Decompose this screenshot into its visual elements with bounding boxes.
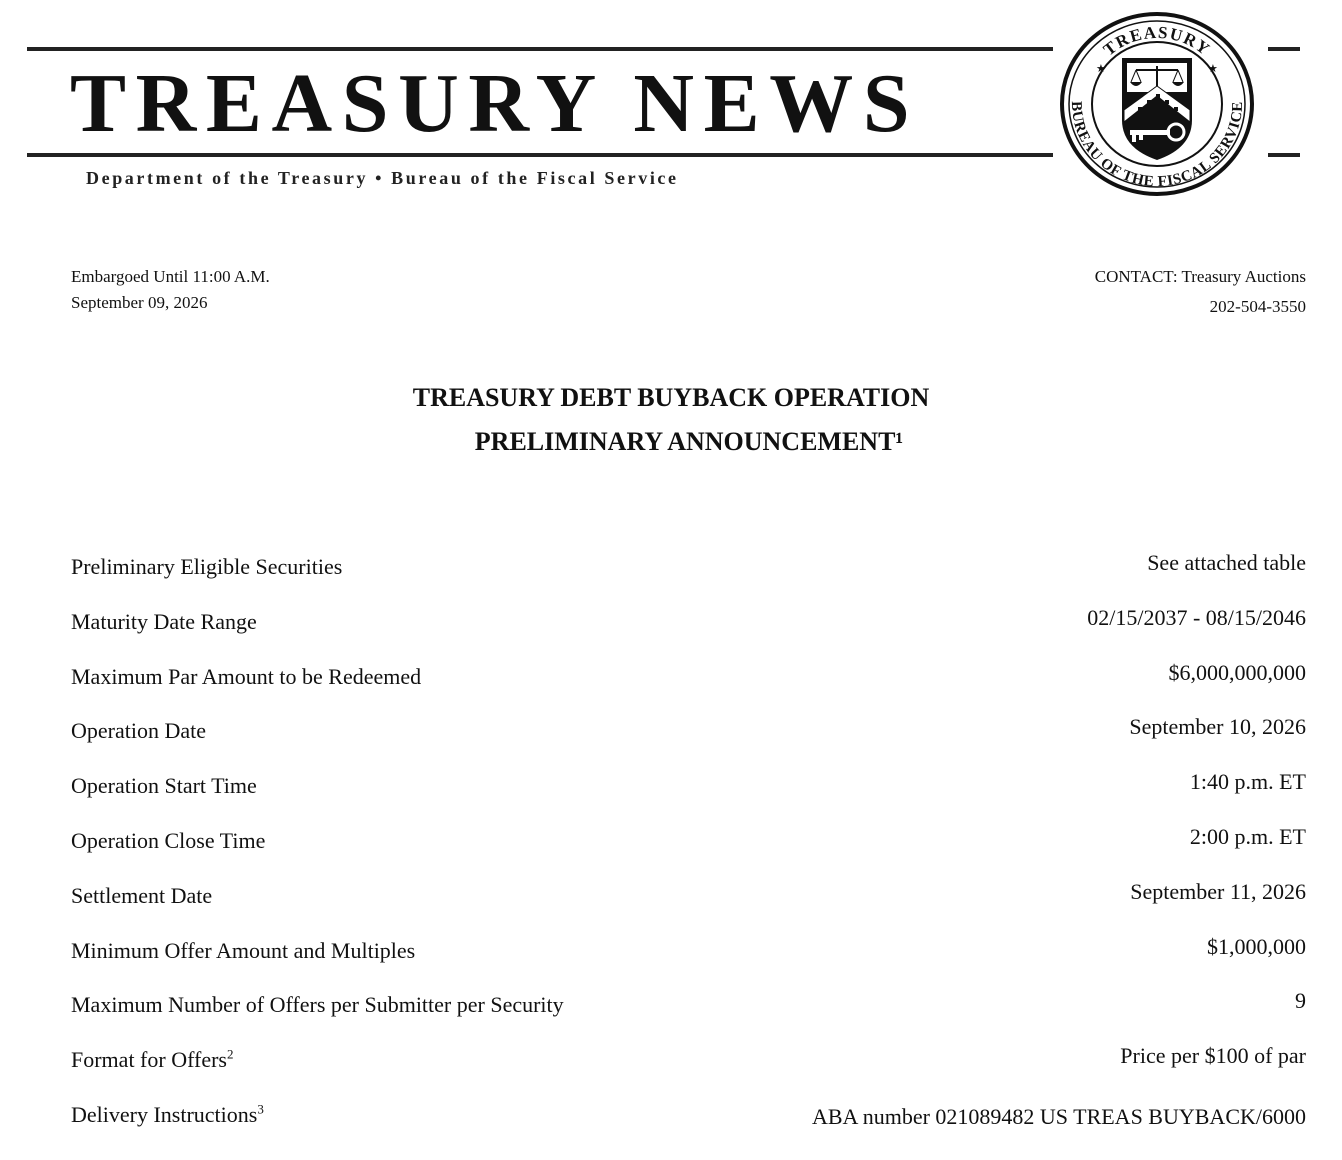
footnote-marker: 3: [257, 1101, 264, 1117]
contact-block: [1095, 264, 1306, 320]
term-label: Settlement Date: [71, 882, 213, 908]
term-label: Operation Start Time: [71, 773, 257, 799]
masthead-rule-bottom-right: [1268, 153, 1300, 157]
term-row-maturity-range: [71, 603, 1306, 658]
term-value: 2:00 p.m. ET: [1189, 823, 1306, 849]
term-row-settlement-date: [71, 877, 1306, 932]
term-value: 1:40 p.m. ET: [1189, 769, 1306, 795]
title-line-2: PRELIMINARY ANNOUNCEMENT¹: [474, 427, 904, 456]
term-label: Maximum Par Amount to be Redeemed: [71, 663, 422, 689]
seal-text-bottom: BUREAU OF THE FISCAL SERVICE: [1067, 100, 1247, 191]
operation-terms-list: [71, 548, 1306, 1151]
term-value: $1,000,000: [1207, 933, 1306, 959]
term-row-min-offer: [71, 932, 1306, 987]
term-label: Operation Close Time: [71, 827, 266, 853]
contact-phone: 202-504-3550: [1209, 297, 1306, 316]
term-label: Format for Offers$^2$: [71, 1046, 234, 1073]
document-title: [0, 376, 1342, 464]
svg-text:★: ★: [1096, 62, 1106, 75]
term-label: Maximum Number of Offers per Submitter per Security: [71, 992, 564, 1018]
term-row-eligible-securities: [71, 548, 1306, 603]
embargo-block: [71, 264, 270, 316]
term-value: 9: [1295, 988, 1306, 1014]
masthead: [0, 0, 1342, 210]
seal-text-top: TREASURY: [1099, 22, 1215, 60]
term-value: September 10, 2026: [1129, 714, 1306, 740]
term-row-start-time: [71, 767, 1306, 822]
term-label: Minimum Offer Amount and Multiples: [71, 937, 416, 963]
svg-text:★: ★: [1208, 62, 1218, 75]
term-row-operation-date: [71, 712, 1306, 767]
term-value: ABA number 021089482 US TREAS BUYBACK/6000: [811, 1103, 1306, 1129]
footnote-marker: 2: [227, 1046, 234, 1062]
term-value: 02/15/2037 - 08/15/2046: [1087, 604, 1306, 630]
term-label: Operation Date: [71, 718, 206, 744]
masthead-rule-top: [27, 47, 1053, 51]
term-value: $6,000,000,000: [1168, 659, 1306, 685]
term-row-offer-format: [71, 1041, 1306, 1096]
title-line-1: TREASURY DEBT BUYBACK OPERATION: [412, 383, 930, 412]
contact-name: CONTACT: Treasury Auctions: [1094, 267, 1306, 286]
embargo-time: Embargoed Until 11:00 A.M.: [71, 267, 270, 286]
treasury-seal-logo: [1058, 10, 1256, 198]
term-value: September 11, 2026: [1130, 878, 1306, 904]
term-row-max-offers: [71, 986, 1306, 1041]
term-row-max-par-amount: [71, 658, 1306, 713]
term-label: Delivery Instructions$^3$: [71, 1101, 264, 1127]
term-value: Price per $100 of par: [1120, 1043, 1306, 1069]
term-label: Preliminary Eligible Securities: [71, 554, 343, 579]
term-value: See attached table: [1147, 550, 1306, 575]
masthead-rule-top-right: [1268, 47, 1300, 51]
embargo-date: September 09, 2026: [71, 293, 208, 312]
term-label: Maturity Date Range: [71, 608, 257, 634]
term-row-delivery-instructions: [71, 1096, 1306, 1151]
masthead-rule-bottom: [27, 153, 1053, 157]
masthead-title: TREASURY NEWS: [70, 57, 920, 150]
masthead-subtitle: Department of the Treasury • Bureau of the Fiscal Service: [86, 168, 679, 188]
term-row-close-time: [71, 822, 1306, 877]
